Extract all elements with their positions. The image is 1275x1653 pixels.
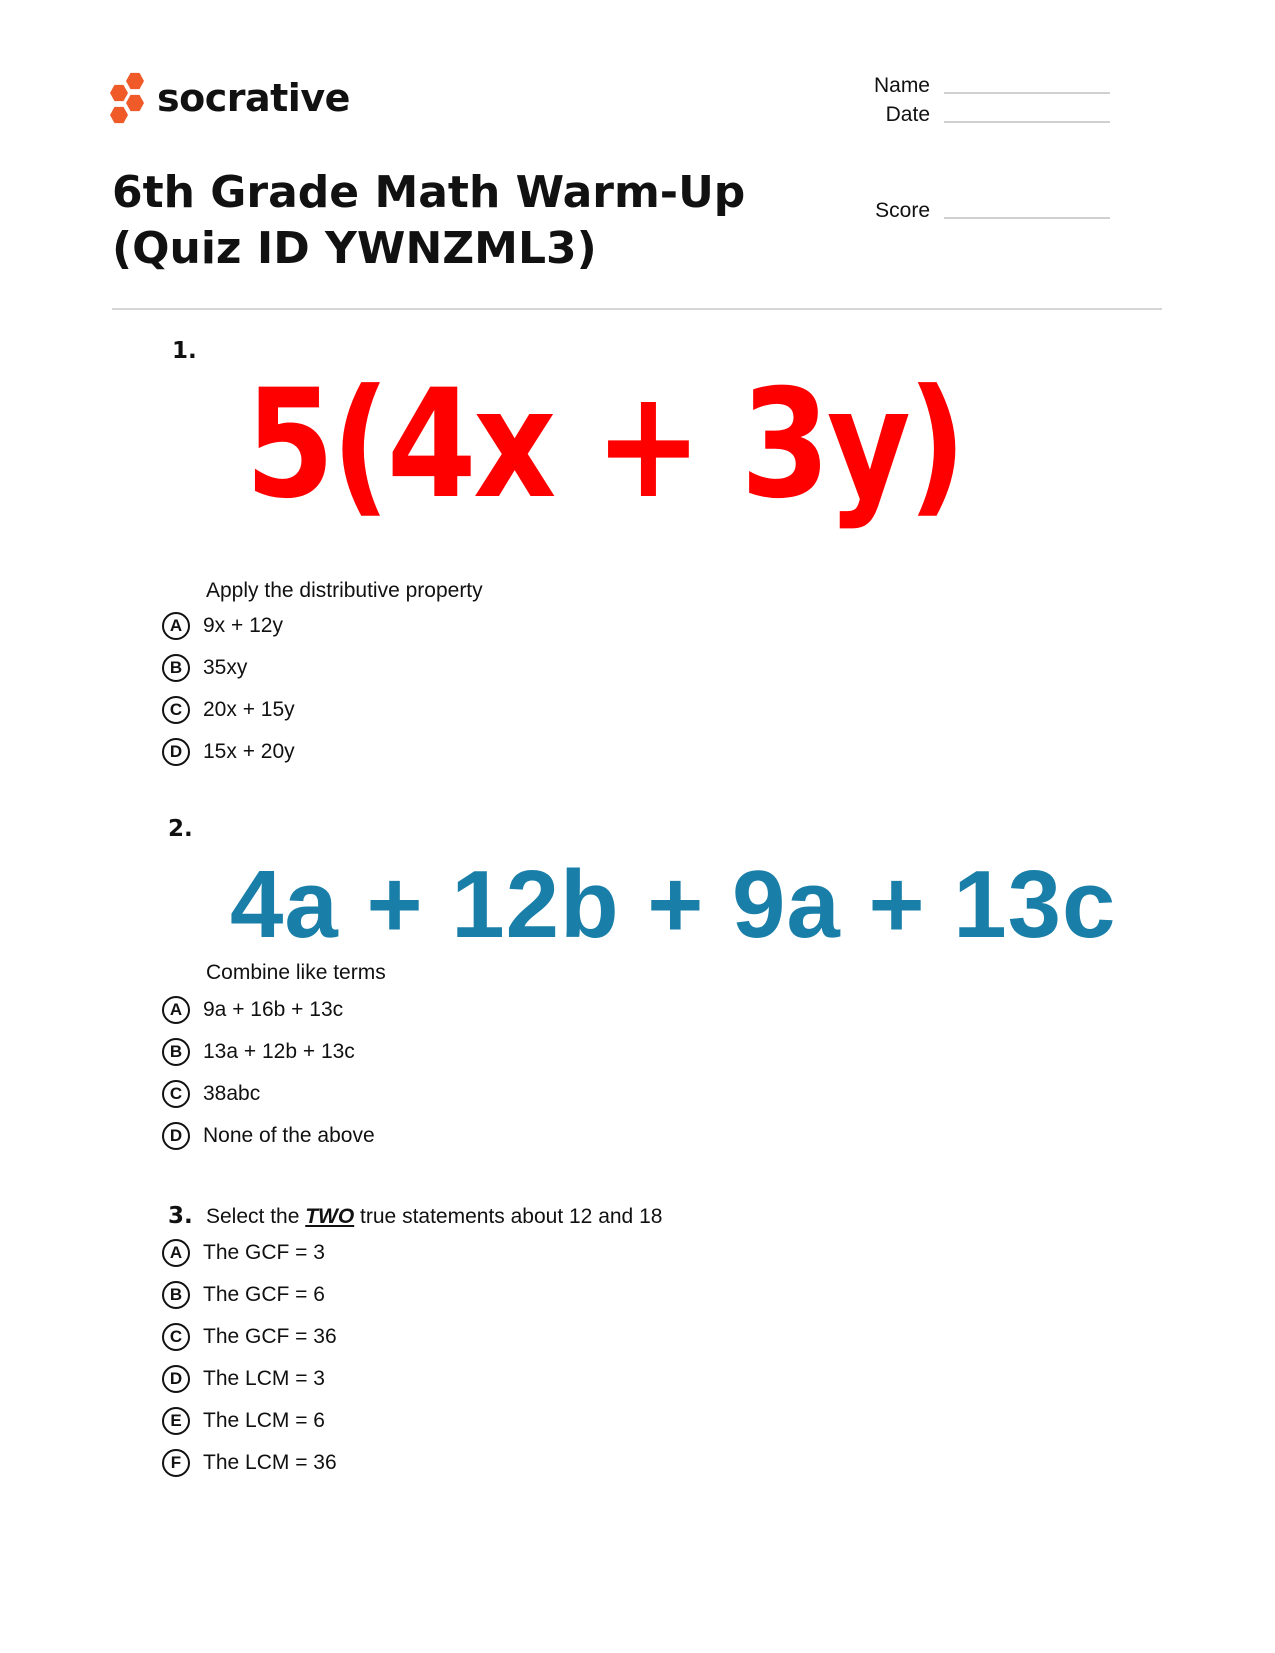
option-text: The GCF = 3 (203, 1241, 325, 1264)
answer-bubble[interactable]: C (162, 1080, 190, 1108)
answer-bubble[interactable]: A (162, 1239, 190, 1267)
option-a[interactable] (162, 605, 295, 647)
answer-bubble[interactable]: D (162, 738, 190, 766)
question-1-options (162, 605, 295, 773)
option-text: 38abc (203, 1082, 261, 1105)
question-2-options (162, 989, 375, 1157)
answer-bubble[interactable]: B (162, 1281, 190, 1309)
score-label: Score (875, 199, 930, 222)
hexagon-logo-icon (110, 72, 152, 124)
option-text: 13a + 12b + 13c (203, 1040, 355, 1063)
prompt-text: true statements about 12 and 18 (354, 1205, 663, 1228)
option-text: 9x + 12y (203, 614, 283, 637)
answer-bubble[interactable]: F (162, 1449, 190, 1477)
option-text: The LCM = 6 (203, 1409, 325, 1432)
date-label: Date (885, 103, 930, 126)
name-field[interactable] (800, 74, 1110, 98)
logo-text: socrative (157, 76, 350, 120)
name-label: Name (873, 74, 930, 97)
option-text: 20x + 15y (203, 698, 295, 721)
answer-bubble[interactable]: C (162, 1323, 190, 1351)
option-text: The GCF = 36 (203, 1325, 337, 1348)
date-field[interactable] (800, 103, 1110, 127)
prompt-text: Select the (206, 1205, 306, 1228)
option-d[interactable] (162, 1358, 337, 1400)
option-text: 9a + 16b + 13c (203, 998, 344, 1021)
question-1-number: 1. (172, 338, 197, 364)
question-3-prompt (206, 1205, 662, 1229)
option-text: The GCF = 6 (203, 1283, 325, 1306)
socrative-logo (110, 72, 350, 124)
answer-bubble[interactable]: A (162, 612, 190, 640)
answer-bubble[interactable]: B (162, 654, 190, 682)
option-text: The LCM = 36 (203, 1451, 337, 1474)
option-a[interactable] (162, 989, 375, 1031)
question-1-image: 5(4x + 3y) (245, 358, 964, 532)
option-c[interactable] (162, 1316, 337, 1358)
answer-bubble[interactable]: C (162, 696, 190, 724)
option-e[interactable] (162, 1400, 337, 1442)
option-text: 35xy (203, 656, 248, 679)
answer-bubble[interactable]: B (162, 1038, 190, 1066)
question-1-prompt: Apply the distributive property (206, 579, 483, 602)
option-d[interactable] (162, 731, 295, 773)
question-3-options (162, 1232, 337, 1484)
question-3-number: 3. (168, 1203, 193, 1229)
answer-bubble[interactable]: A (162, 996, 190, 1024)
name-line[interactable] (944, 91, 1110, 94)
option-d[interactable] (162, 1115, 375, 1157)
score-line[interactable] (944, 216, 1110, 219)
quiz-title: 6th Grade Math Warm-Up (Quiz ID YWNZML3) (112, 167, 746, 274)
date-line[interactable] (944, 120, 1110, 123)
question-2-number: 2. (168, 816, 193, 842)
option-a[interactable] (162, 1232, 337, 1274)
question-2-prompt: Combine like terms (206, 961, 386, 984)
option-c[interactable] (162, 689, 295, 731)
option-b[interactable] (162, 1031, 375, 1073)
option-b[interactable] (162, 1274, 337, 1316)
option-b[interactable] (162, 647, 295, 689)
option-text: The LCM = 3 (203, 1367, 325, 1390)
question-3-header (168, 1203, 662, 1229)
header-divider (112, 308, 1162, 310)
option-c[interactable] (162, 1073, 375, 1115)
answer-bubble[interactable]: E (162, 1407, 190, 1435)
question-2-image: 4a + 12b + 9a + 13c (230, 851, 1117, 958)
prompt-emphasis: TWO (305, 1205, 355, 1228)
option-f[interactable] (162, 1442, 337, 1484)
answer-bubble[interactable]: D (162, 1122, 190, 1150)
option-text: None of the above (203, 1124, 375, 1147)
option-text: 15x + 20y (203, 740, 295, 763)
answer-bubble[interactable]: D (162, 1365, 190, 1393)
